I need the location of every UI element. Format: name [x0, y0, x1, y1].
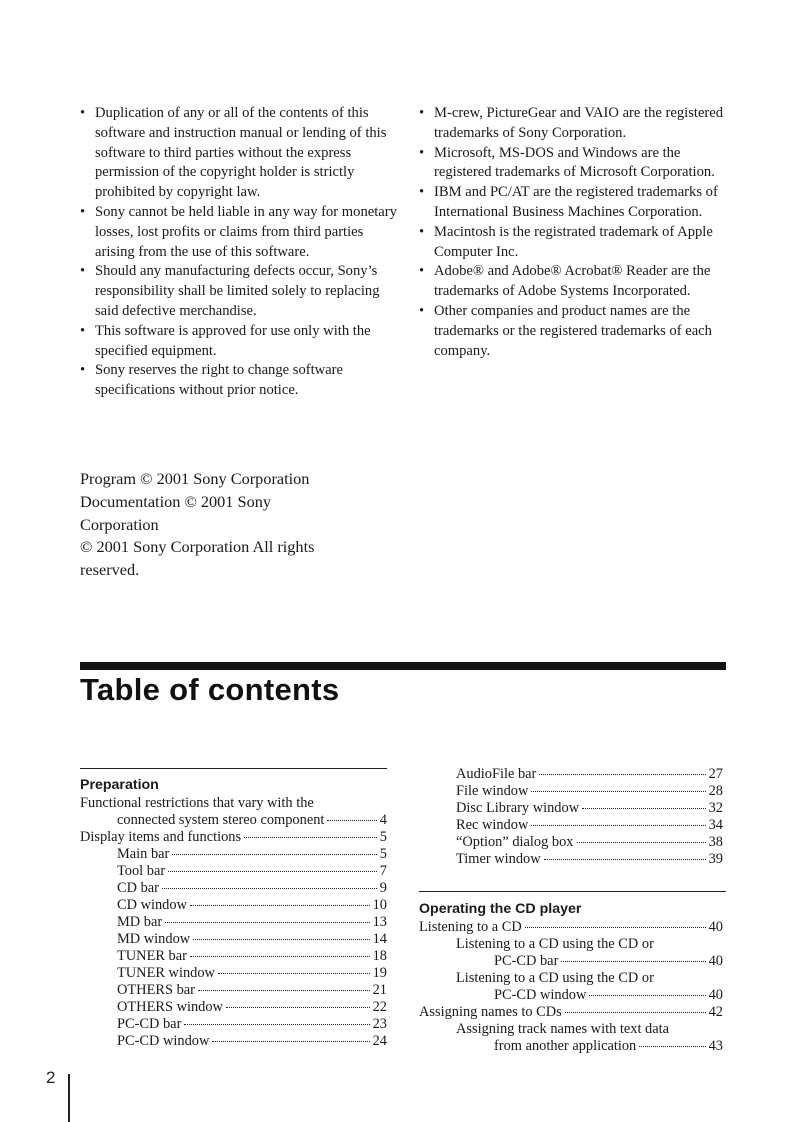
section-title: Operating the CD player: [419, 901, 582, 917]
page-ref: 10: [372, 897, 387, 913]
toc-entry[interactable]: Disc Library window 32: [456, 800, 723, 816]
toc-left-column: [80, 776, 387, 1050]
toc-entry[interactable]: Listening to a CD using the CD or: [456, 936, 654, 952]
toc-entry[interactable]: CD bar 9: [117, 880, 387, 896]
page-ref: 18: [372, 948, 387, 964]
toc-entry[interactable]: File window 28: [456, 783, 723, 799]
copyright-block: [80, 468, 380, 582]
notice-item: • Duplication of any or all of the contents of this software and instruction manual or lending of this software to third parties without the express permission of the copyright holder is strictly prohibited by copyright law.: [80, 104, 400, 203]
notice-item: • Sony cannot be held liable in any way for monetary losses, lost profits or claims from third parties arising from the use of this software.: [80, 203, 400, 262]
page-ref: 38: [708, 834, 723, 850]
page-ref: 27: [708, 766, 723, 782]
toc-right-continued: [419, 766, 723, 868]
notice-item: • Sony reserves the right to change software specifications without prior notice.: [80, 361, 400, 401]
page-ref: 14: [372, 931, 387, 947]
page-ref: 42: [708, 1004, 723, 1020]
trademark-item: • Macintosh is the registrated trademark of Apple Computer Inc.: [419, 223, 739, 263]
page-ref: 23: [372, 1016, 387, 1032]
toc-entry[interactable]: CD window 10: [117, 897, 387, 913]
toc-entry[interactable]: connected system stereo component 4: [117, 812, 387, 828]
page-ref: 28: [708, 783, 723, 799]
notice-item: • This software is approved for use only with the specified equipment.: [80, 322, 400, 362]
section-title: Preparation: [80, 777, 159, 793]
trademark-item: • Microsoft, MS-DOS and Windows are the registered trademarks of Microsoft Corporation.: [419, 144, 739, 184]
notice-list: [80, 104, 400, 401]
page-ref: 4: [379, 812, 387, 828]
toc-entry[interactable]: PC-CD bar 40: [494, 953, 723, 969]
toc-entry[interactable]: PC-CD window 40: [494, 987, 723, 1003]
trademark-item: • Adobe® and Adobe® Acrobat® Reader are the trademarks of Adobe Systems Incorporated.: [419, 262, 739, 302]
page-ref: 39: [708, 851, 723, 867]
heading-rule: [80, 662, 726, 670]
toc-entry[interactable]: Tool bar 7: [117, 863, 387, 879]
trademark-item: • IBM and PC/AT are the registered trademarks of International Business Machines Corporation.: [419, 183, 739, 223]
toc-entry[interactable]: Rec window 34: [456, 817, 723, 833]
section-rule: [419, 891, 726, 892]
toc-entry[interactable]: TUNER window 19: [117, 965, 387, 981]
page-ref: 7: [379, 863, 387, 879]
page-ref: 40: [708, 919, 723, 935]
page-ref: 21: [372, 982, 387, 998]
copyright-line: Corporation: [80, 514, 159, 534]
toc-right-operating: [419, 900, 723, 1055]
copyright-line: © 2001 Sony Corporation All rights: [80, 537, 315, 557]
toc-entry[interactable]: MD window 14: [117, 931, 387, 947]
page-title: Table of contents: [80, 672, 340, 707]
page-ref: 13: [372, 914, 387, 930]
toc-entry[interactable]: Functional restrictions that vary with the: [80, 795, 314, 811]
page-ref: 34: [708, 817, 723, 833]
page-number: 2: [46, 1068, 56, 1087]
page-ref: 32: [708, 800, 723, 816]
page-ref: 43: [708, 1038, 723, 1054]
toc-entry[interactable]: Main bar 5: [117, 846, 387, 862]
toc-entry[interactable]: Assigning track names with text data: [456, 1021, 670, 1037]
notice-item: • Should any manufacturing defects occur, Sony’s responsibility shall be limited solely to replacing said defective merchandise.: [80, 262, 400, 321]
toc-entry[interactable]: “Option” dialog box 38: [456, 834, 723, 850]
toc-entry[interactable]: Display items and functions 5: [80, 829, 387, 845]
page-ref: 19: [372, 965, 387, 981]
toc-entry[interactable]: PC-CD bar 23: [117, 1016, 387, 1032]
trademark-item: • Other companies and product names are the trademarks or the registered trademarks of each company.: [419, 302, 739, 361]
toc-entry[interactable]: AudioFile bar 27: [456, 766, 723, 782]
copyright-line: Documentation © 2001 Sony: [80, 491, 271, 511]
toc-entry[interactable]: Timer window 39: [456, 851, 723, 867]
page-ref: 5: [379, 829, 387, 845]
toc-entry[interactable]: Listening to a CD 40: [419, 919, 723, 935]
copyright-line: Program © 2001 Sony Corporation: [80, 469, 310, 488]
toc-entry[interactable]: from another application 43: [494, 1038, 723, 1054]
page-ref: 5: [379, 846, 387, 862]
page-ref: 40: [708, 953, 723, 969]
toc-entry[interactable]: MD bar 13: [117, 914, 387, 930]
page-number-rule: [68, 1074, 70, 1122]
toc-entry[interactable]: Assigning names to CDs 42: [419, 1004, 723, 1020]
toc-entry[interactable]: Listening to a CD using the CD or: [456, 970, 654, 986]
copyright-line: reserved.: [80, 560, 140, 580]
section-rule: [80, 768, 387, 769]
page-ref: 9: [379, 880, 387, 896]
toc-entry[interactable]: TUNER bar 18: [117, 948, 387, 964]
page-ref: 40: [708, 987, 723, 1003]
toc-entry[interactable]: PC-CD window 24: [117, 1033, 387, 1049]
trademark-item: • M-crew, PictureGear and VAIO are the registered trademarks of Sony Corporation.: [419, 104, 739, 144]
toc-entry[interactable]: OTHERS window 22: [117, 999, 387, 1015]
toc-entry[interactable]: OTHERS bar 21: [117, 982, 387, 998]
trademark-list: [419, 104, 739, 361]
page-ref: 22: [372, 999, 387, 1015]
page-ref: 24: [372, 1033, 387, 1049]
